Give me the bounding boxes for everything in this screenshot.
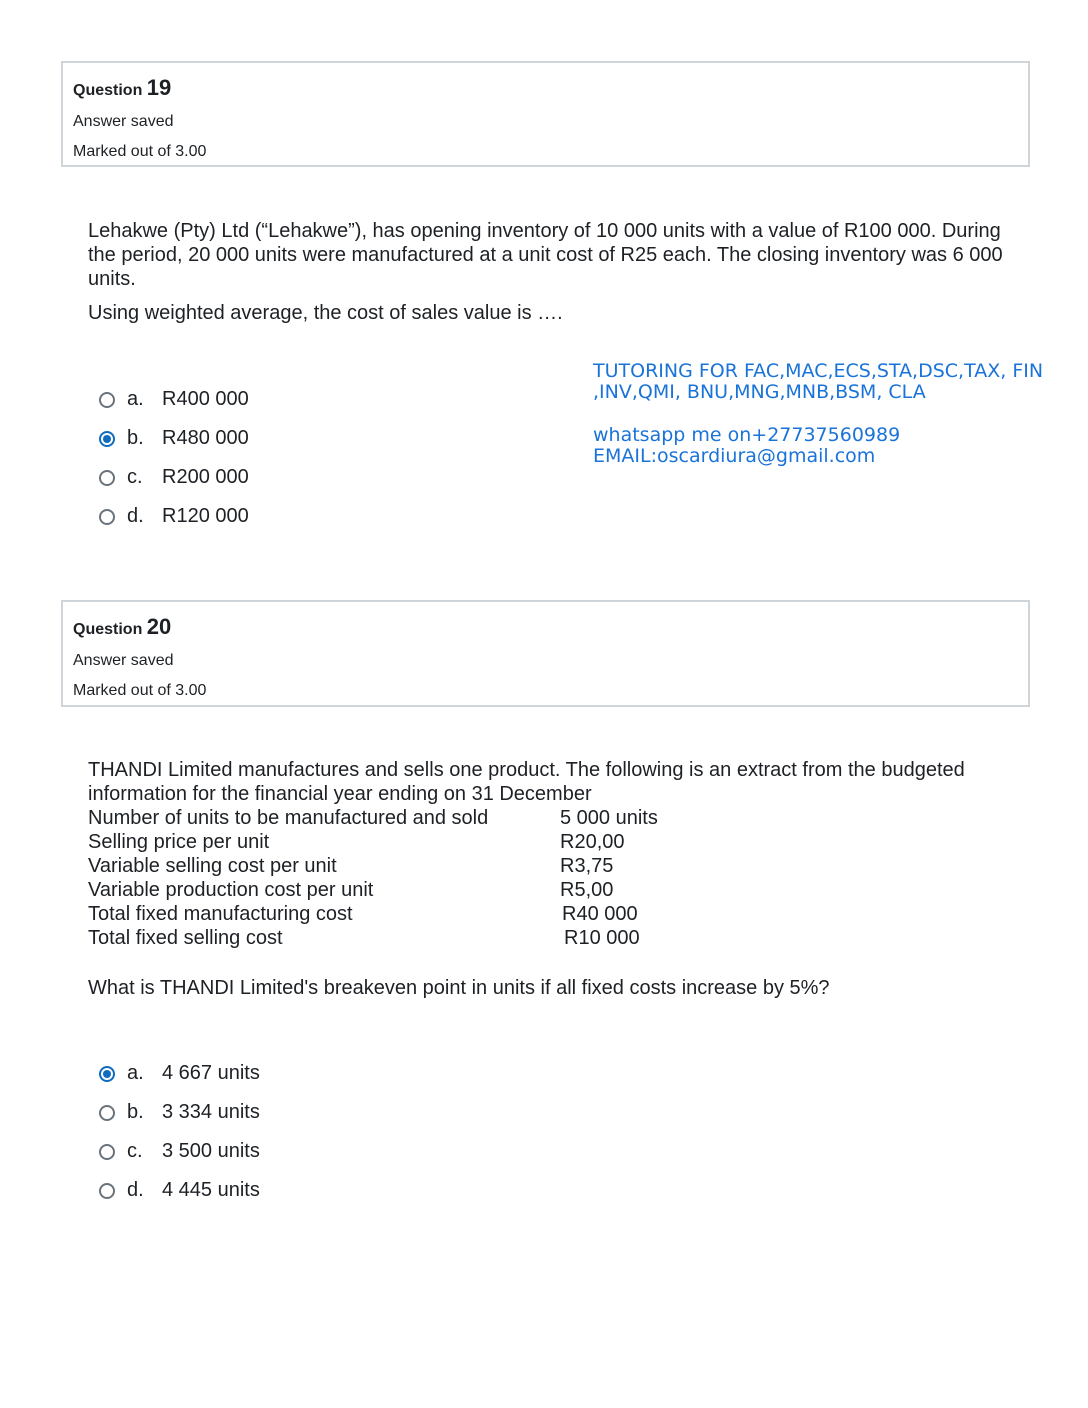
table-label: Variable selling cost per unit [88,855,337,877]
question-19-paragraph: Lehakwe (Pty) Ltd (“Lehakwe”), has opening inventory of 10 000 units with a value of R100 000. During the period, 20 000 units were manufactured at a unit cost of R25 each. The closing inventory was 6 000 units. [88,220,1003,290]
radio-button[interactable] [99,1144,115,1160]
question-20-state: Answer saved [73,652,174,669]
option-a[interactable] [98,1054,260,1093]
option-value: 3 500 units [162,1140,260,1162]
question-20-marks: Marked out of 3.00 [73,682,207,699]
question-20-number [73,614,1018,643]
table-value: R5,00 [560,879,614,901]
option-value: R200 000 [162,466,249,488]
option-d[interactable] [98,1171,260,1210]
table-value: R10 000 [564,927,640,949]
advert-line-2: ,INV,QMI, BNU,MNG,MNB,BSM, CLA [593,381,926,403]
question-19-number [73,75,1018,104]
option-value: 3 334 units [162,1101,260,1123]
option-letter: d. [127,505,144,527]
table-label: Number of units to be manufactured and sold [88,807,489,829]
radio-button[interactable] [99,392,115,408]
question-19-state: Answer saved [73,113,174,130]
option-value: R400 000 [162,388,249,410]
option-letter: a. [127,388,144,410]
table-value: R3,75 [560,855,614,877]
question-number: 20 [146,614,172,639]
table-row [88,806,1018,830]
radio-button[interactable] [99,1105,115,1121]
option-value: R480 000 [162,427,249,449]
table-value: 5 000 units [560,807,658,829]
option-letter: c. [127,466,143,488]
tutoring-advert [593,361,1043,467]
question-20-options [98,1054,260,1210]
option-letter: b. [127,1101,144,1123]
option-letter: b. [127,427,144,449]
question-label: Question [73,82,143,99]
option-letter: a. [127,1062,144,1084]
question-19-prompt: Using weighted average, the cost of sales value is …. [88,302,563,324]
option-c[interactable] [98,458,249,497]
table-row [88,926,1018,950]
radio-button-selected[interactable] [99,1066,115,1082]
table-label: Total fixed selling cost [88,927,283,949]
question-20-info [61,600,1030,707]
option-b[interactable] [98,1093,260,1132]
question-20-prompt: What is THANDI Limited's breakeven point in units if all fixed costs increase by 5%? [88,977,830,999]
table-row [88,902,1018,926]
option-a[interactable] [98,380,249,419]
table-label: Variable production cost per unit [88,879,374,901]
option-letter: d. [127,1179,144,1201]
option-c[interactable] [98,1132,260,1171]
option-value: R120 000 [162,505,249,527]
radio-button[interactable] [99,470,115,486]
radio-button[interactable] [99,1183,115,1199]
table-row [88,854,1018,878]
radio-button[interactable] [99,509,115,525]
question-19-options [98,380,249,536]
question-20-intro-1: THANDI Limited manufactures and sells one product. The following is an extract from the budgeted [88,759,965,781]
option-letter: c. [127,1140,143,1162]
radio-button-selected[interactable] [99,431,115,447]
table-value: R40 000 [562,903,638,925]
table-label: Selling price per unit [88,831,270,853]
question-20-intro-2: information for the financial year ending on 31 December [88,783,592,805]
advert-whatsapp: whatsapp me on+27737560989 [593,424,901,446]
question-19-marks: Marked out of 3.00 [73,143,207,160]
table-row [88,878,1018,902]
option-value: 4 667 units [162,1062,260,1084]
table-label: Total fixed manufacturing cost [88,903,353,925]
option-d[interactable] [98,497,249,536]
question-label: Question [73,621,143,638]
advert-email: EMAIL:oscardiura@gmail.com [593,445,876,467]
question-19-text [88,219,1018,325]
option-b[interactable] [98,419,249,458]
question-20-text [88,758,1018,1000]
advert-line-1: TUTORING FOR FAC,MAC,ECS,STA,DSC,TAX, FIN [593,360,1044,382]
table-value: R20,00 [560,831,625,853]
budget-table [88,806,1018,950]
question-number: 19 [146,75,172,100]
option-value: 4 445 units [162,1179,260,1201]
question-19-info [61,61,1030,167]
table-row [88,830,1018,854]
